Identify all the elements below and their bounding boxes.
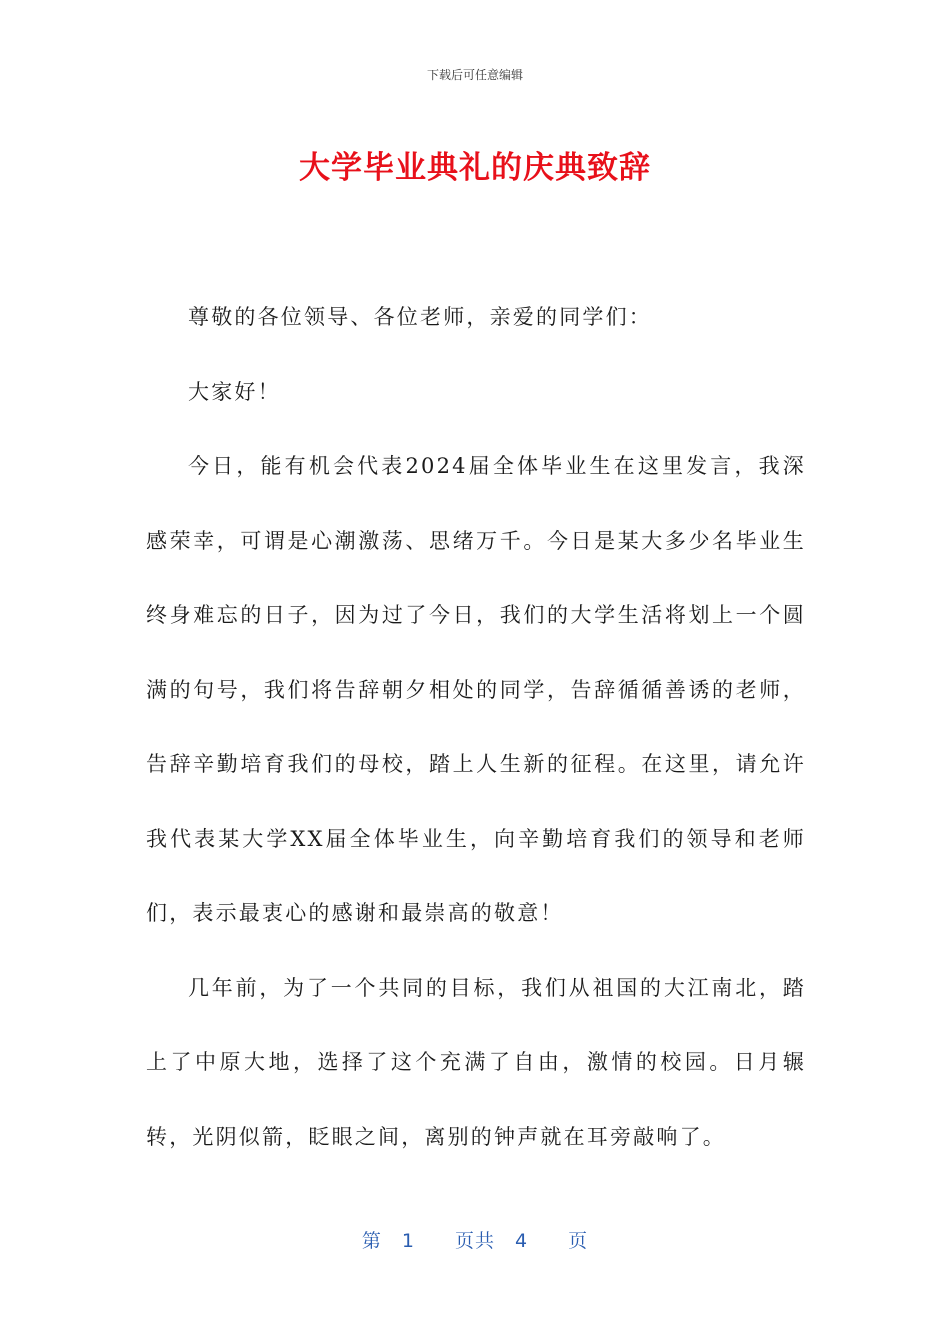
page-footer: 第 1 页共 4 页 bbox=[361, 1230, 589, 1252]
body-paragraph: 几年前，为了一个共同的目标，我们从祖国的大江南北，踏上了中原大地，选择了这个充满了自由，激情的校园。日月辗转，光阴似箭，眨眼之间，离别的钟声就在耳旁敲响了。 bbox=[146, 975, 806, 1149]
document-title: 大学毕业典礼的庆典致辞 bbox=[299, 150, 651, 186]
body-paragraph: 今日，能有机会代表2024届全体毕业生在这里发言，我深感荣幸，可谓是心潮激荡、思绪万千。今日是某大多少名毕业生终身难忘的日子，因为过了今日，我们的大学生活将划上一个圆满的句号，我们将告辞朝夕相处的同学，告辞循循善诱的老师，告辞辛勤培育我们的母校，踏上人生新的征程。在这里，请允许我代表某大学XX届全体毕业生，向辛勤培育我们的领导和老师们，表示最衷心的感谢和最崇高的敬意！ bbox=[146, 454, 806, 925]
greeting-paragraph: 大家好！ bbox=[188, 379, 281, 404]
header-note: 下载后可任意编辑 bbox=[426, 68, 523, 82]
salutation-paragraph: 尊敬的各位领导、各位老师，亲爱的同学们： bbox=[188, 305, 652, 329]
document-body bbox=[146, 280, 806, 1174]
